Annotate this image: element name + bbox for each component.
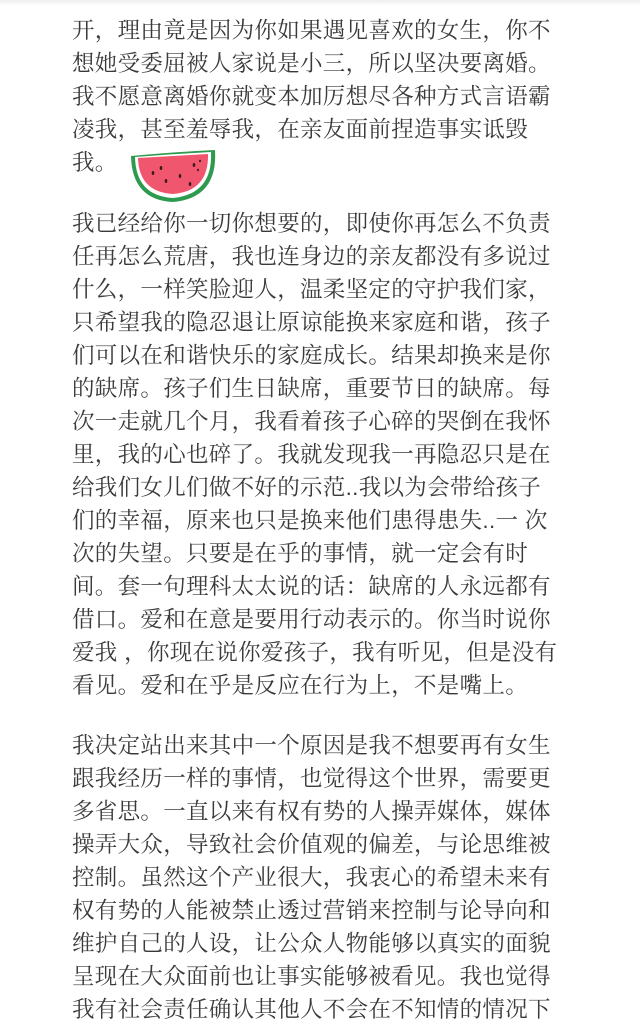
text-line: 控制。虽然这个产业很大，我衷心的希望未来有 bbox=[72, 865, 551, 890]
text-line: 里，我的心也碎了。我就发现我一再隐忍只是在 bbox=[72, 442, 551, 467]
text-line: 只希望我的隐忍退让原谅能换来家庭和谐，孩子 bbox=[72, 310, 551, 335]
watermelon-icon bbox=[128, 148, 218, 204]
text-line: 我有社会责任确认其他人不会在不知情的情况下 bbox=[72, 997, 551, 1022]
text-line: 次的失望。只要是在乎的事情，就一定会有时 bbox=[72, 541, 529, 566]
text-line: 我不愿意离婚你就变本加厉想尽各种方式言语霸 bbox=[72, 84, 551, 109]
paragraph-3 bbox=[72, 729, 632, 1026]
text-line: 们可以在和谐快乐的家庭成长。结果却换来是你 bbox=[72, 343, 551, 368]
text-line: 凌我，甚至羞辱我，在亲友面前捏造事实诋毁 bbox=[72, 117, 529, 142]
cropped-previous-line bbox=[0, 0, 640, 6]
text-line: 权有势的人能被禁止透过营销来控制与论导向和 bbox=[72, 898, 551, 923]
text-line: 借口。爱和在意是要用行动表示的。你当时说你 bbox=[72, 607, 551, 632]
text-line: 什么，一样笑脸迎人，温柔坚定的守护我们家， bbox=[72, 277, 551, 302]
text-line: 想她受委屈被人家说是小三，所以坚决要离婚。 bbox=[72, 51, 551, 76]
text-line: 我。 bbox=[72, 150, 118, 175]
text-line: 多省思。一直以来有权有势的人操弄媒体，媒体 bbox=[72, 799, 551, 824]
text-line: 们的幸福，原来也只是换来他们患得患失..一 次 bbox=[72, 508, 548, 533]
text-line: 呈现在大众面前也让事实能够被看见。我也觉得 bbox=[72, 964, 551, 989]
text-line: 我决定站出来其中一个原因是我不想要再有女生 bbox=[72, 733, 551, 758]
text-line: 操弄大众，导致社会价值观的偏差，与论思维被 bbox=[72, 832, 551, 857]
text-line: 维护自己的人设，让公众人物能够以真实的面貌 bbox=[72, 931, 551, 956]
text-line: 爱我 ，你现在说你爱孩子，我有听见，但是没有 bbox=[72, 640, 558, 665]
text-line: 给我们女儿们做不好的示范..我以为会带给孩子 bbox=[72, 475, 542, 500]
text-line: 开，理由竟是因为你如果遇见喜欢的女生，你不 bbox=[72, 18, 551, 43]
text-line: 的缺席。孩子们生日缺席，重要节日的缺席。每 bbox=[72, 376, 551, 401]
text-line: 看见。爱和在乎是反应在行为上，不是嘴上。 bbox=[72, 673, 529, 698]
text-line: 次一走就几个月，我看着孩子心碎的哭倒在我怀 bbox=[72, 409, 551, 434]
text-line: 我已经给你一切你想要的，即使你再怎么不负责 bbox=[72, 211, 551, 236]
text-line: 任再怎么荒唐，我也连身边的亲友都没有多说过 bbox=[72, 244, 551, 269]
text-line: 间。套一句理科太太说的话：缺席的人永远都有 bbox=[72, 574, 551, 599]
paragraph-2 bbox=[72, 207, 632, 702]
text-line: 跟我经历一样的事情，也觉得这个世界，需要更 bbox=[72, 766, 551, 791]
